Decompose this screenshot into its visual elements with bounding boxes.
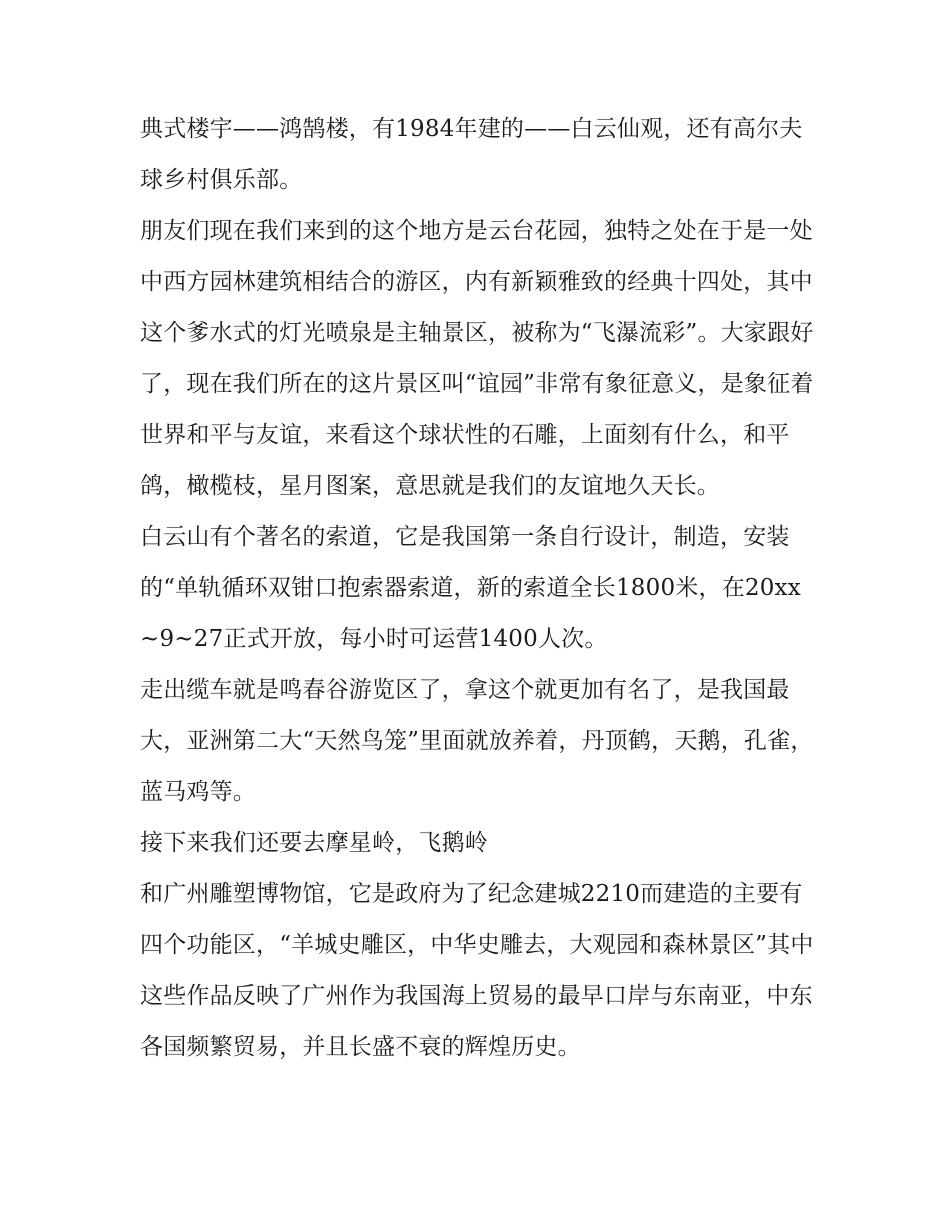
paragraph-cableway: 白云山有个著名的索道，它是我国第一条自行设计，制造，安装的“单轨循环双钳口抱索器索道，新的索道全长1800米，在20xx~9~27正式开放，每小时可运营1400人次。	[140, 524, 801, 652]
document-body	[140, 104, 820, 1073]
paragraph-mingchun-valley: 走出缆车就是鸣春谷游览区了，拿这个就更加有名了，是我国最大，亚洲第二大“天然鸟笼”里面就放养着，丹顶鹤，天鹅，孔雀，蓝马鸡等。	[140, 677, 814, 805]
paragraph-yuntai-garden: 朋友们现在我们来到的这个地方是云台花园，独特之处在于是一处中西方园林建筑相结合的游区，内有新颖雅致的经典十四处，其中这个爹水式的灯光喷泉是主轴景区，被称为“飞瀑流彩”。大家跟好了，现在我们所在的这片景区叫“谊园”非常有象征意义，是象征着世界和平与友谊，来看这个球状性的石雕，上面刻有什么，和平鸽，橄榄枝，星月图案，意思就是我们的友谊地久天长。	[140, 218, 814, 499]
paragraph-moxing-ridge: 接下来我们还要去摩星岭，飞鹅岭	[140, 830, 488, 856]
paragraph-yunxian-guan: 典式楼宇——鸿鹄楼，有1984年建的——白云仙观，还有高尔夫球乡村俱乐部。	[140, 116, 803, 193]
paragraph-sculpture-museum: 和广州雕塑博物馆，它是政府为了纪念建城2210而建造的主要有四个功能区，“羊城史雕区，中华史雕去，大观园和森林景区”其中这些作品反映了广州作为我国海上贸易的最早口岸与东南亚，中东各国频繁贸易，并且长盛不衰的辉煌历史。	[140, 881, 814, 1060]
